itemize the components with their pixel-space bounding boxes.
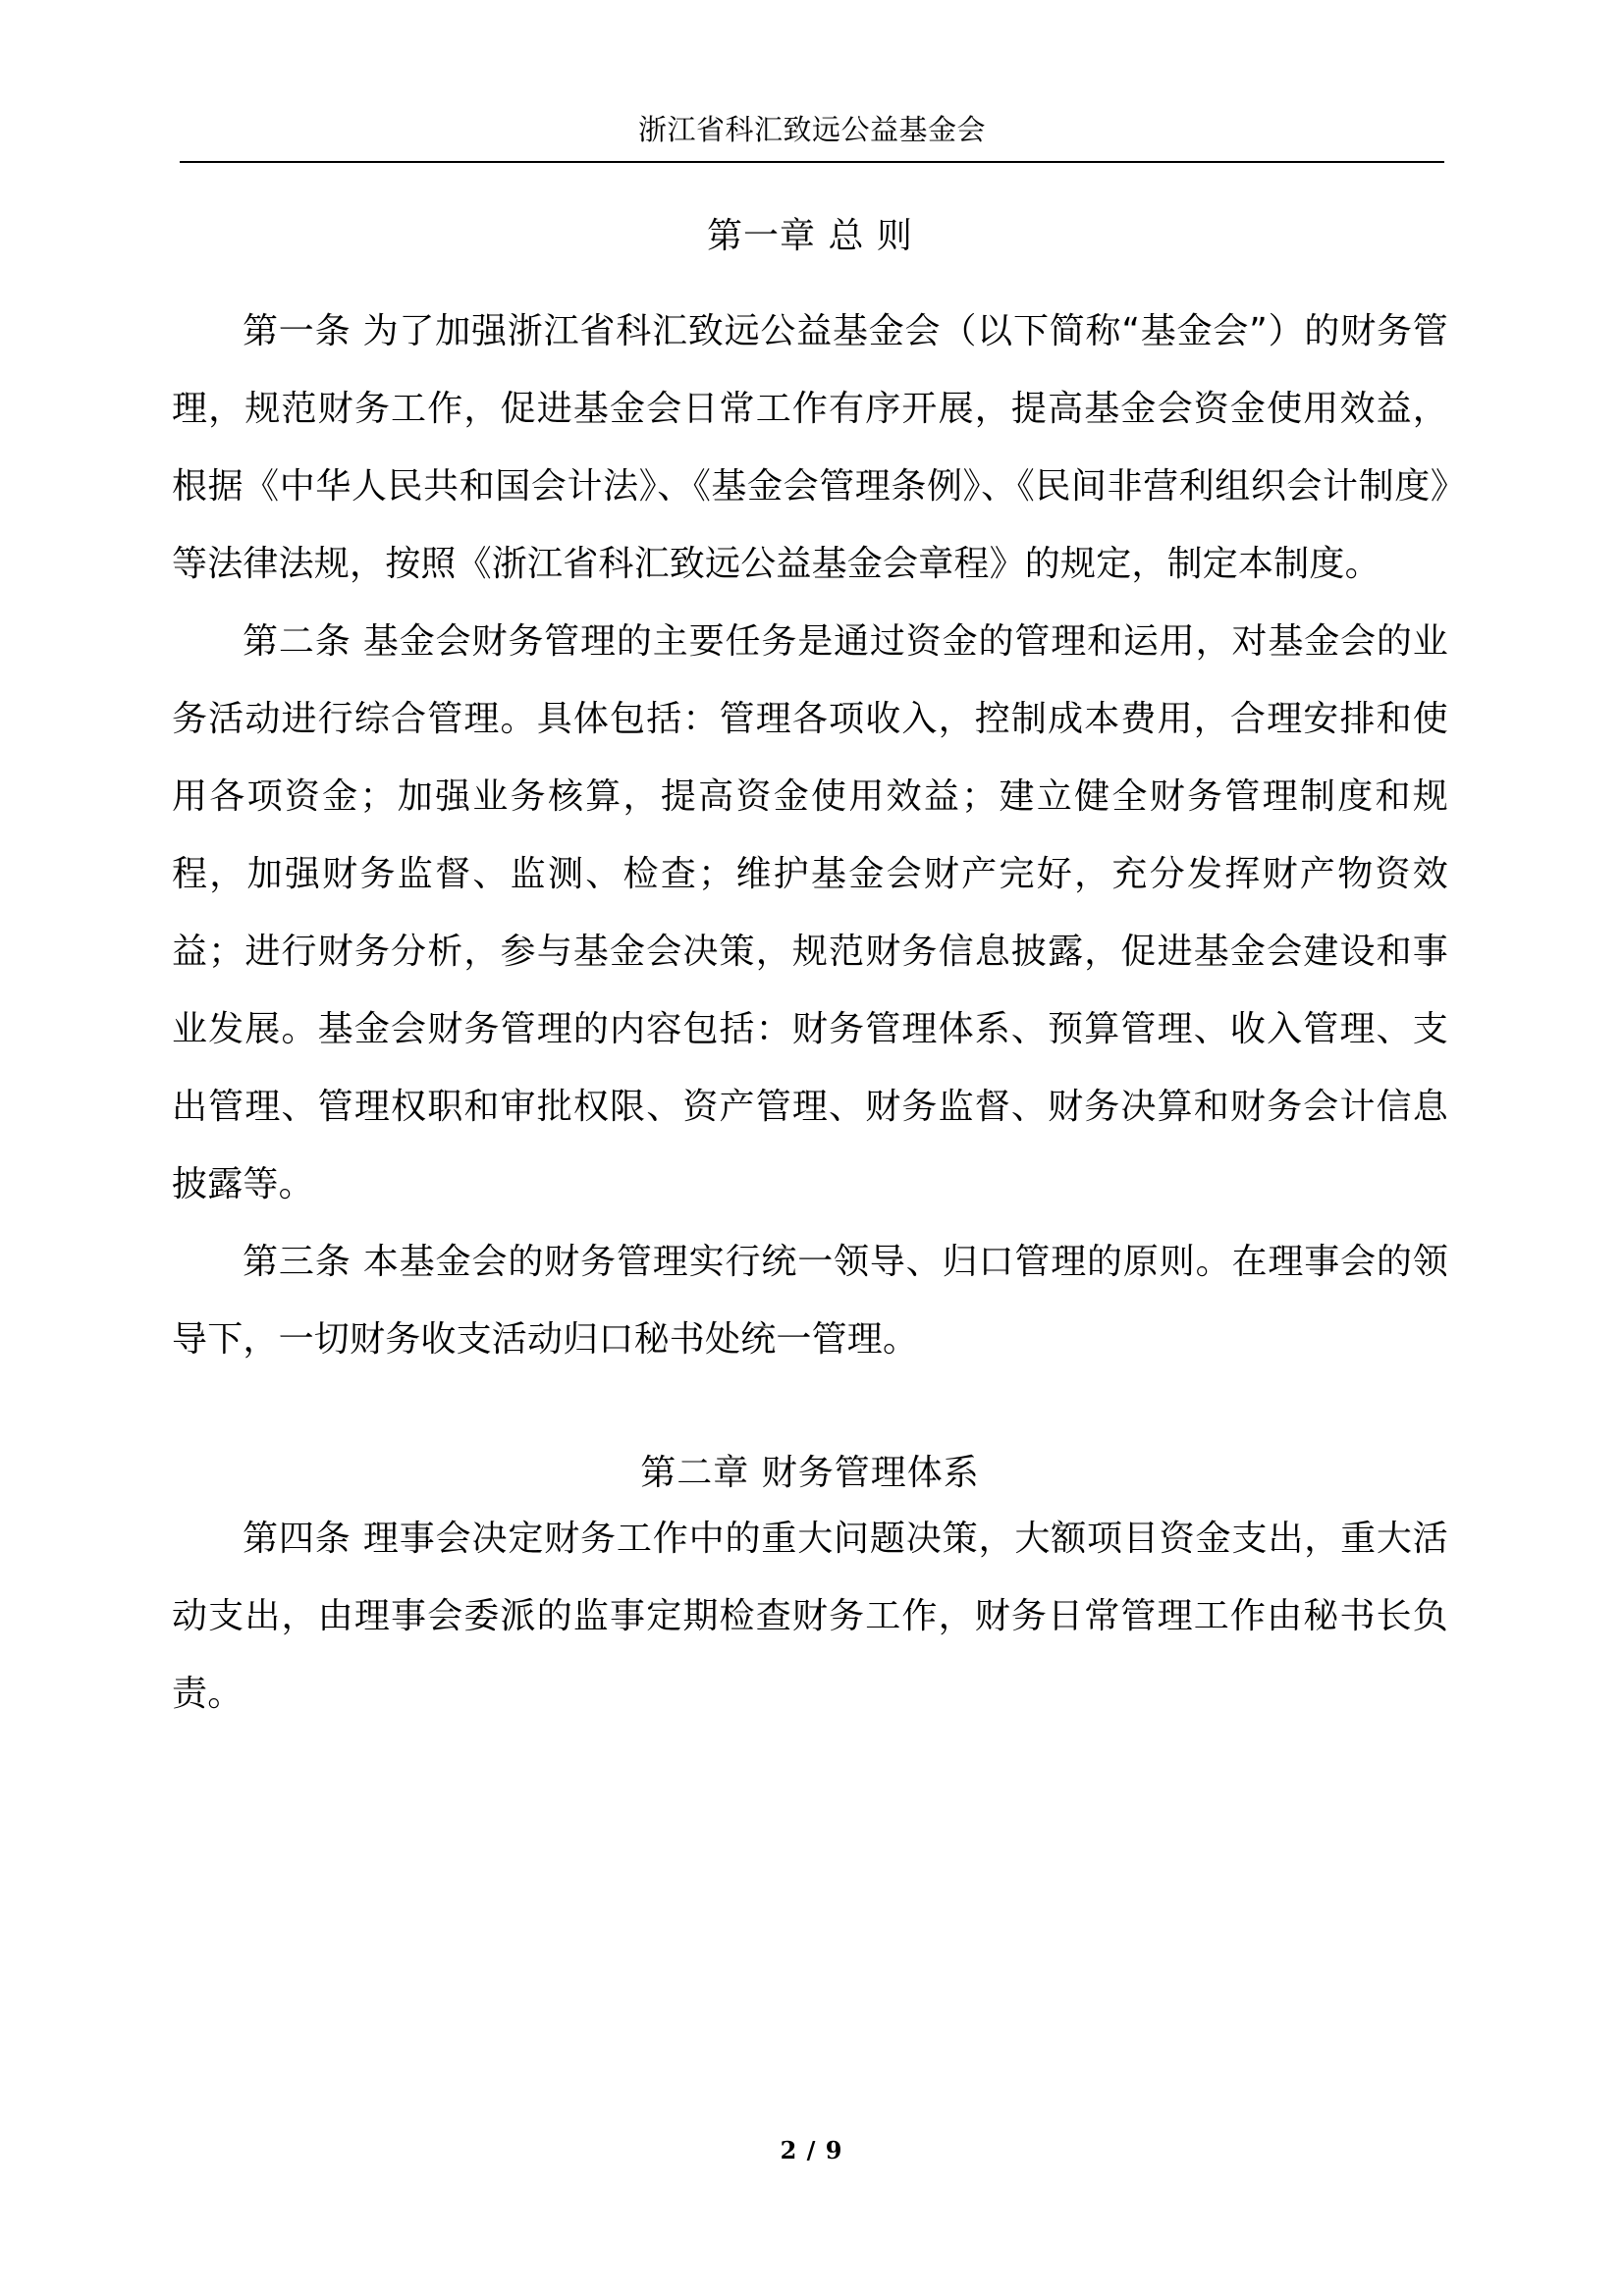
document-body bbox=[172, 173, 1448, 1733]
chapter-heading-1: 第一章 总 则 bbox=[707, 216, 913, 256]
article-paragraph-4: 第四条 理事会决定财务工作中的重大问题决策，大额项目资金支出，重大活动支出，由理事会委派的监事定期检查财务工作，财务日常管理工作由秘书长负责。 bbox=[172, 1519, 1448, 1714]
chapter-heading-2: 第二章 财务管理体系 bbox=[640, 1453, 980, 1493]
page-number-folio: 2 / 9 bbox=[780, 2136, 843, 2164]
article-paragraph-1: 第一条 为了加强浙江省科汇致远公益基金会（以下简称“基金会”）的财务管理，规范财务工作，促进基金会日常工作有序开展，提高基金会资金使用效益，根据《中华人民共和国会计法》、《基金会管理条例》、《民间非营利组织会计制度》等法律法规，按照《浙江省科汇致远公益基金会章程》的规定，制定本制度。 bbox=[172, 311, 1448, 584]
page-footer bbox=[0, 2136, 1623, 2164]
article-paragraph-3: 第三条 本基金会的财务管理实行统一领导、归口管理的原则。在理事会的领导下，一切财务收支活动归口秘书处统一管理。 bbox=[172, 1242, 1448, 1360]
header-divider-rule bbox=[180, 161, 1444, 163]
running-header bbox=[180, 110, 1444, 149]
header-title: 浙江省科汇致远公益基金会 bbox=[637, 113, 986, 146]
article-paragraph-2: 第二条 基金会财务管理的主要任务是通过资金的管理和运用，对基金会的业务活动进行综合管理。具体包括：管理各项收入，控制成本费用，合理安排和使用各项资金；加强业务核算，提高资金使用效益；建立健全财务管理制度和规程，加强财务监督、监测、检查；维护基金会财产完好，充分发挥财产物资效益；进行财务分析，参与基金会决策，规范财务信息披露，促进基金会建设和事业发展。基金会财务管理的内容包括：财务管理体系、预算管理、收入管理、支出管理、管理权职和审批权限、资产管理、财务监督、财务决算和财务会计信息披露等。 bbox=[172, 621, 1448, 1204]
